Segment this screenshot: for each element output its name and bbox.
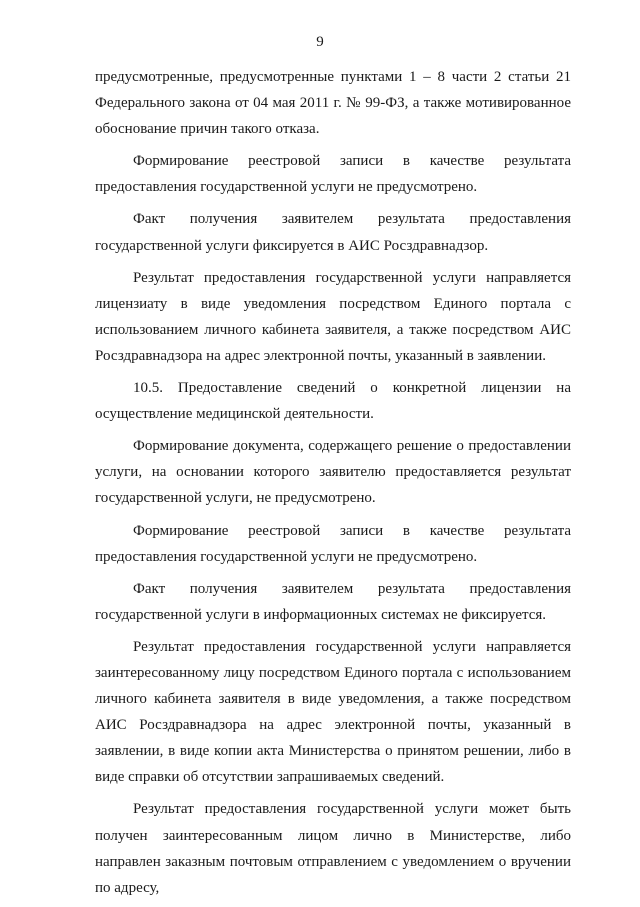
- paragraph-registry-entry-1: Формирование реестровой записи в качестве результата предоставления государственной услуги не предусмотрено.: [95, 153, 571, 196]
- paragraph-document-formation: Формирование документа, содержащего решение о предоставлении услуги, на основании которого заявителю предоставляется результат государственной услуги, не предусмотрено.: [95, 438, 571, 507]
- paragraph-continuation: предусмотренные, предусмотренные пунктами 1 – 8 части 2 статьи 21 Федерального закона от 04 мая 2011 г. № 99-ФЗ, а также мотивированное обоснование причин такого отказа.: [95, 69, 571, 138]
- section-10-5-heading: 10.5. Предоставление сведений о конкретной лицензии на осуществление медицинской деятельности.: [95, 380, 571, 423]
- paragraph-registry-entry-2: Формирование реестровой записи в качестве результата предоставления государственной услуги не предусмотрено.: [95, 522, 571, 565]
- paragraph-result-sent-2: Результат предоставления государственной услуги направляется заинтересованному лицу посредством Единого портала с использованием личного кабинета заявителя в виде уведомления, а также посредством АИС Росздравнадзора на адрес электронной почты, указанный в заявлении, в виде копии акта Министерства о принятом решении, либо в виде справки об отсутствии запрашиваемых сведений.: [95, 638, 571, 786]
- page-number: 9: [316, 34, 324, 50]
- paragraph-fact-received-1: Факт получения заявителем результата предоставления государственной услуги фиксируется в АИС Росздравнадзор.: [95, 211, 571, 254]
- paragraph-result-sent-1: Результат предоставления государственной услуги направляется лицензиату в виде уведомления посредством Единого портала с использованием личного кабинета заявителя, а также посредством АИС Росздравнадзора на адрес электронной почты, указанный в заявлении.: [95, 269, 571, 364]
- paragraph-fact-received-2: Факт получения заявителем результата предоставления государственной услуги в информационных системах не фиксируется.: [95, 580, 571, 623]
- document-body: [95, 64, 571, 907]
- paragraph-result-in-person: Результат предоставления государственной услуги может быть получен заинтересованным лицом лично в Министерстве, либо направлен заказным почтовым отправлением с уведомлением о вручении по адресу,: [95, 801, 571, 896]
